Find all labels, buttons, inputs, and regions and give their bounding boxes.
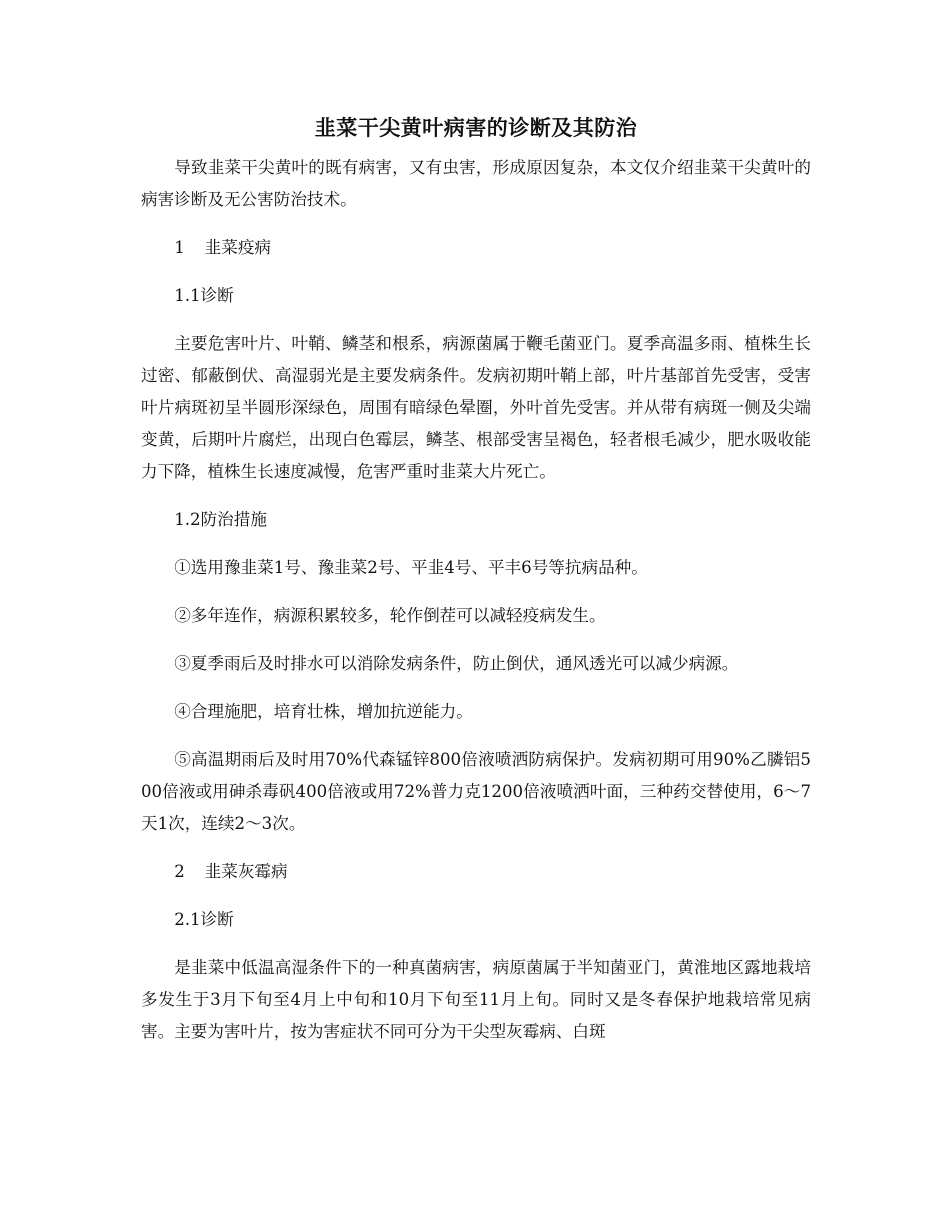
diagnosis-paragraph-1: 主要危害叶片、叶鞘、鳞茎和根系，病源菌属于鞭毛菌亚门。夏季高温多雨、植株生长过密、郁蔽倒伏、高湿弱光是主要发病条件。发病初期叶鞘上部，叶片基部首先受害，受害叶片病斑初呈半圆形深绿色，周围有暗绿色晕圈，外叶首先受害。并从带有病斑一侧及尖端变黄，后期叶片腐烂，出现白色霉层，鳞茎、根部受害呈褐色，轻者根毛减少，肥水吸收能力下降，植株生长速度减慢，危害严重时韭菜大片死亡。 [141, 334, 811, 481]
subsection-heading-1-1: 1.1诊断 [174, 286, 234, 305]
section-heading-1 [141, 232, 811, 264]
measure-item-5: ⑤高温期雨后及时用70%代森锰锌800倍液喷洒防病保护。发病初期可用90%乙膦铝500倍液或用砷杀毒矾400倍液或用72%普力克1200倍液喷洒叶面，三种药交替使用，6～7天1次，连续2～3次。 [141, 750, 811, 833]
intro-paragraph: 导致韭菜干尖黄叶的既有病害，又有虫害，形成原因复杂，本文仅介绍韭菜干尖黄叶的病害诊断及无公害防治技术。 [141, 158, 811, 209]
subsection-heading-2-1: 2.1诊断 [174, 910, 234, 929]
measure-item-3: ③夏季雨后及时排水可以消除发病条件，防止倒伏，通风透光可以减少病源。 [174, 654, 739, 673]
diagnosis-paragraph-2: 是韭菜中低温高湿条件下的一种真菌病害，病原菌属于半知菌亚门，黄淮地区露地栽培多发生于3月下旬至4月上中旬和10月下旬至11月上旬。同时又是冬春保护地栽培常见病害。主要为害叶片，按为害症状不同可分为干尖型灰霉病、白斑 [141, 958, 811, 1041]
measure-item-1: ①选用豫韭菜1号、豫韭菜2号、平韭4号、平丰6号等抗病品种。 [174, 558, 648, 577]
section-number: 2 [174, 862, 185, 881]
section-title: 韭菜疫病 [204, 238, 272, 257]
section-number: 1 [174, 238, 185, 257]
section-title: 韭菜灰霉病 [204, 862, 288, 881]
section-heading-2 [141, 856, 811, 888]
document-title: 韭菜干尖黄叶病害的诊断及其防治 [314, 116, 638, 140]
measure-item-4: ④合理施肥，培育壮株，增加抗逆能力。 [174, 702, 473, 721]
document-page [141, 112, 811, 1048]
measure-item-2: ②多年连作，病源积累较多，轮作倒茬可以减轻疫病发生。 [174, 606, 606, 625]
subsection-heading-1-2: 1.2防治措施 [174, 510, 267, 529]
